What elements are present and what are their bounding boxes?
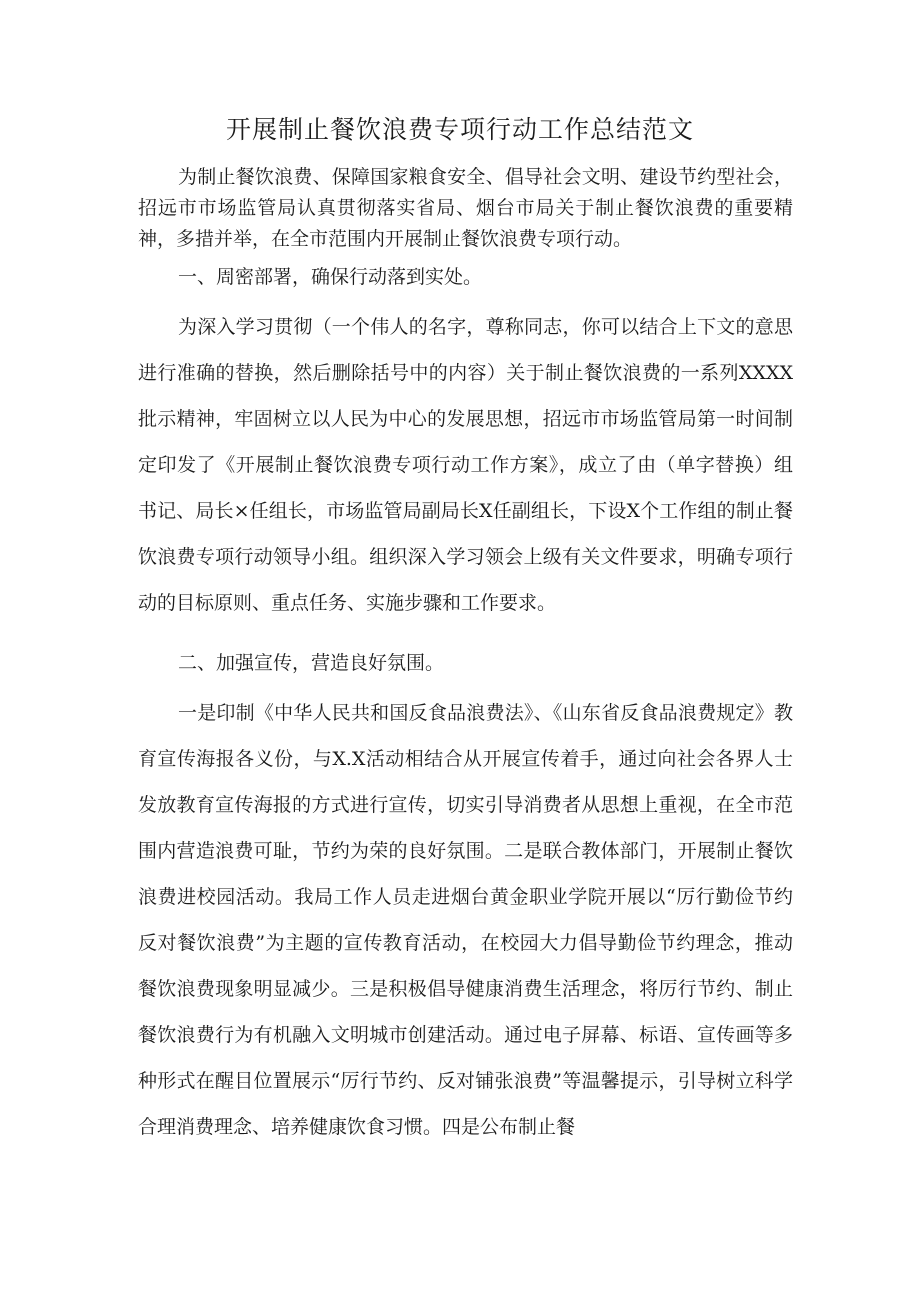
section-1-heading: 一、周密部署，确保行动落到实处。 — [178, 266, 483, 288]
intro-paragraph: 为制止餐饮浪费、保障国家粮食安全、倡导社会文明、建设节约型社会，招远市市场监管局认真贯彻落实省局、烟台市局关于制止餐饮浪费的重要精神，多措并举，在全市范围内开展制止餐饮浪费专项行动。 — [138, 166, 793, 250]
section-1-paragraph: 为深入学习贯彻（一个伟人的名字，尊称同志，你可以结合上下文的意思进行准确的替换，然后删除括号中的内容）关于制止餐饮浪费的一系列XXXX批示精神，牢固树立以人民为中心的发展思想，招远市市场监管局第一时间制定印发了《开展制止餐饮浪费专项行动工作方案》，成立了由（单字替换）组书记、局长×任组长，市场监管局副局长X任副组长，下设X个工作组的制止餐饮浪费专项行动领导小组。组织深入学习领会上级有关文件要求，明确专项行动的目标原则、重点任务、实施步骤和工作要求。 — [138, 316, 793, 614]
section-2-heading: 二、加强宣传，营造良好氛围。 — [178, 652, 445, 674]
document-title: 开展制止餐饮浪费专项行动工作总结范文 — [225, 115, 694, 144]
section-2-paragraph: 一是印制《中华人民共和国反食品浪费法》、《山东省反食品浪费规定》教育宣传海报各义份，与X.X活动相结合从开展宣传着手，通过向社会各界人士发放教育宣传海报的方式进行宣传，切实引导消费者从思想上重视，在全市范围内营造浪费可耻，节约为荣的良好氛围。二是联合教体部门，开展制止餐饮浪费进校园活动。我局工作人员走进烟台黄金职业学院开展以“厉行勤俭节约反对餐饮浪费”为主题的宣传教育活动，在校园大力倡导勤俭节约理念，推动餐饮浪费现象明显减少。三是积极倡导健康消费生活理念，将厉行节约、制止餐饮浪费行为有机融入文明城市创建活动。通过电子屏幕、标语、宣传画等多种形式在醒目位置展示“厉行节约、反对铺张浪费”等温馨提示，引导树立科学合理消费理念、培养健康饮食习惯。四是公布制止餐 — [138, 702, 793, 1138]
